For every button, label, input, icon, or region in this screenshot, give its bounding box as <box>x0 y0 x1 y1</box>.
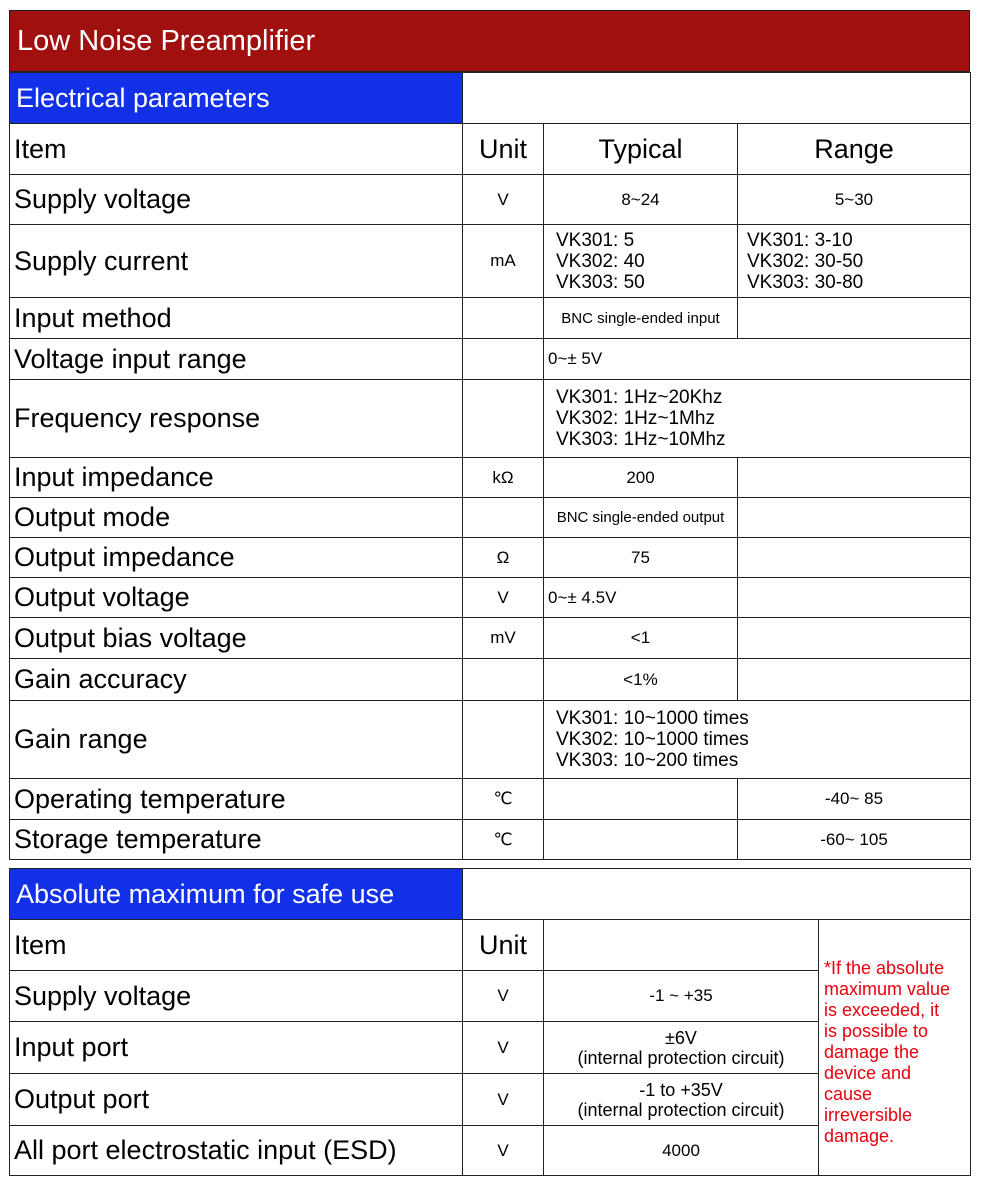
row-range <box>738 498 971 538</box>
table-row <box>10 538 971 578</box>
row-range <box>738 618 971 659</box>
row-typical <box>544 820 738 860</box>
row-item: Input port <box>10 1022 463 1074</box>
row-unit <box>463 380 544 458</box>
row-typical: 75 <box>544 538 738 578</box>
row-range <box>738 458 971 498</box>
row-item: All port electrostatic input (ESD) <box>10 1126 463 1176</box>
row-range: -60~ 105 <box>738 820 971 860</box>
header-range: Range <box>738 124 971 175</box>
row-unit <box>463 498 544 538</box>
row-range <box>738 298 971 339</box>
row-typical: VK301: 5 VK302: 40 VK303: 50 <box>544 225 738 298</box>
table-row <box>10 820 971 860</box>
row-item: Supply voltage <box>10 971 463 1022</box>
table-row <box>10 339 971 380</box>
row-unit: V <box>463 1126 544 1176</box>
row-unit <box>463 298 544 339</box>
table-row <box>10 659 971 701</box>
table-row <box>10 380 971 458</box>
row-item: Output port <box>10 1074 463 1126</box>
row-item: Storage temperature <box>10 820 463 860</box>
table-row <box>10 618 971 659</box>
row-item: Input method <box>10 298 463 339</box>
table-row <box>10 225 971 298</box>
row-value: 0~± 5V <box>544 339 971 380</box>
table-row <box>10 298 971 339</box>
header-item: Item <box>10 124 463 175</box>
table-row <box>10 175 971 225</box>
warning-note: *If the absolute maximum value is exceeded, it is possible to damage the device and cause irreversible damage. <box>819 920 971 1176</box>
row-item: Operating temperature <box>10 779 463 820</box>
table-header-row <box>10 920 971 971</box>
row-unit <box>463 701 544 779</box>
row-item: Supply voltage <box>10 175 463 225</box>
table-row <box>10 498 971 538</box>
row-range: -40~ 85 <box>738 779 971 820</box>
header-item: Item <box>10 920 463 971</box>
row-range <box>738 538 971 578</box>
table-row <box>10 458 971 498</box>
row-item: Frequency response <box>10 380 463 458</box>
row-item: Output bias voltage <box>10 618 463 659</box>
row-value: 4000 <box>544 1126 819 1176</box>
row-unit: mA <box>463 225 544 298</box>
row-range: VK301: 3-10 VK302: 30-50 VK303: 30-80 <box>738 225 971 298</box>
row-typical: BNC single-ended input <box>544 298 738 339</box>
header-unit: Unit <box>463 920 544 971</box>
row-value: VK301: 10~1000 times VK302: 10~1000 times VK303: 10~200 times <box>544 701 971 779</box>
table-header-row <box>10 124 971 175</box>
row-item: Input impedance <box>10 458 463 498</box>
row-unit <box>463 659 544 701</box>
row-unit: V <box>463 971 544 1022</box>
row-unit: V <box>463 1022 544 1074</box>
table-row <box>10 578 971 618</box>
row-typical: <1 <box>544 618 738 659</box>
row-value: VK301: 1Hz~20Khz VK302: 1Hz~1Mhz VK303: 1Hz~10Mhz <box>544 380 971 458</box>
row-item: Output impedance <box>10 538 463 578</box>
row-unit: V <box>463 175 544 225</box>
row-typical: 8~24 <box>544 175 738 225</box>
row-range <box>738 659 971 701</box>
row-value: -1 ~ +35 <box>544 971 819 1022</box>
row-unit: V <box>463 578 544 618</box>
row-typical: BNC single-ended output <box>544 498 738 538</box>
row-item: Output mode <box>10 498 463 538</box>
section-header-blank <box>463 73 971 124</box>
row-item: Gain accuracy <box>10 659 463 701</box>
row-unit: Ω <box>463 538 544 578</box>
row-unit <box>463 339 544 380</box>
row-unit: kΩ <box>463 458 544 498</box>
row-value: ±6V (internal protection circuit) <box>544 1022 819 1074</box>
header-unit: Unit <box>463 124 544 175</box>
absolute-maximum-table <box>9 868 971 1176</box>
electrical-parameters-table <box>9 72 971 860</box>
row-range <box>738 578 971 618</box>
row-item: Gain range <box>10 701 463 779</box>
row-range: 5~30 <box>738 175 971 225</box>
row-typical: 0~± 4.5V <box>544 578 738 618</box>
absolute-section-title: Absolute maximum for safe use <box>10 869 463 920</box>
row-unit: mV <box>463 618 544 659</box>
row-item: Voltage input range <box>10 339 463 380</box>
header-value-blank <box>544 920 819 971</box>
row-unit: ℃ <box>463 820 544 860</box>
section-header-blank <box>463 869 971 920</box>
row-value: -1 to +35V (internal protection circuit) <box>544 1074 819 1126</box>
electrical-section-title: Electrical parameters <box>10 73 463 124</box>
header-typical: Typical <box>544 124 738 175</box>
row-item: Output voltage <box>10 578 463 618</box>
page-title: Low Noise Preamplifier <box>9 10 970 72</box>
row-typical <box>544 779 738 820</box>
row-unit: ℃ <box>463 779 544 820</box>
table-row <box>10 779 971 820</box>
row-unit: V <box>463 1074 544 1126</box>
table-row <box>10 701 971 779</box>
row-typical: <1% <box>544 659 738 701</box>
row-item: Supply current <box>10 225 463 298</box>
row-typical: 200 <box>544 458 738 498</box>
